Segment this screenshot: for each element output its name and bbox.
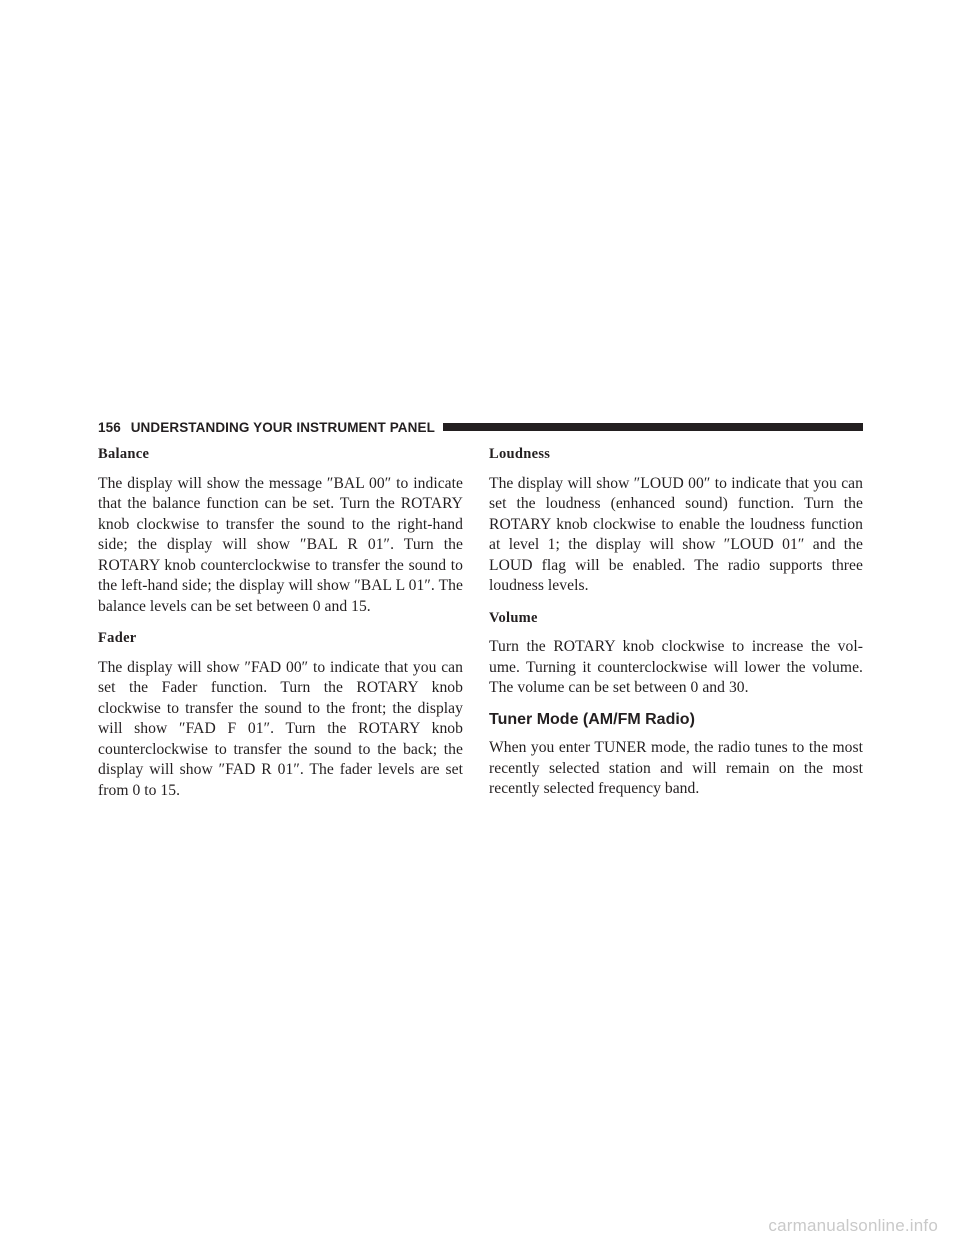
loudness-paragraph: The display will show ″LOUD 00″ to indicate that you can set the loudness (enhanced sound) function. Turn the ROTARY knob clockwise to enable the loudness function at level 1; the display will show ″LOUD 01″ and the LOUD flag will be enabled. The radio supports three loudness levels. — [489, 474, 863, 594]
page-number: 156 — [98, 419, 121, 435]
watermark: carmanualsonline.info — [768, 1216, 938, 1235]
fader-heading: Fader — [98, 630, 137, 646]
header-text — [98, 420, 435, 435]
fader-paragraph: The display will show ″FAD 00″ to indicate that you can set the Fader function. Turn the ROTARY knob clockwise to transfer the sound to the front; the display will show ″FAD F 01″. Turn the ROTARY knob counterclockwise to transfer the sound to the back; the display will show ″FAD R 01″. The fader levels are set from 0 to 15. — [98, 658, 463, 799]
tuner-mode-paragraph: When you enter TUNER mode, the radio tunes to the most recently selected station and will remain on the most recently selected frequency band. — [489, 739, 863, 797]
volume-paragraph: Turn the ROTARY knob clockwise to increase the vol-ume. Turning it counterclockwise will lower the volume. The volume can be set between 0 and 30. — [489, 638, 863, 696]
right-column — [489, 440, 863, 811]
header-title: UNDERSTANDING YOUR INSTRUMENT PANEL — [130, 419, 435, 435]
left-column — [98, 440, 463, 812]
balance-paragraph: The display will show the message ″BAL 00″ to indicate that the balance function can be set. Turn the ROTARY knob clockwise to transfer the sound to the right-hand side; the display will show ″BAL R 01″. Turn the ROTARY knob counterclockwise to transfer the sound to the left-hand side; the display will show ″BAL L 01″. The balance levels can be set between 0 and 15. — [98, 474, 463, 615]
tuner-mode-heading: Tuner Mode (AM/FM Radio) — [489, 710, 695, 728]
loudness-heading: Loudness — [489, 446, 551, 462]
header-rule — [443, 423, 863, 431]
volume-heading: Volume — [489, 609, 538, 626]
balance-heading: Balance — [98, 446, 150, 462]
page-header — [98, 417, 863, 437]
